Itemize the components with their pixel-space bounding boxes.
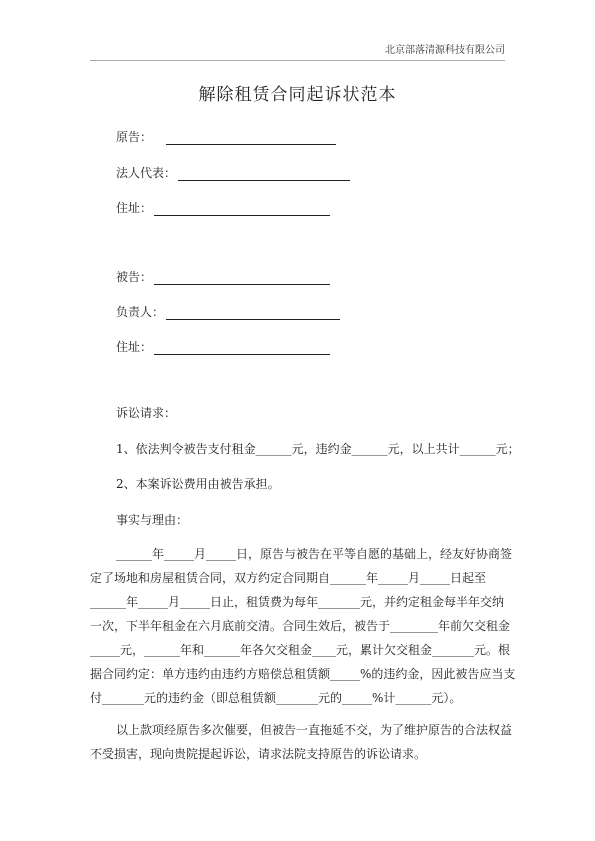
plaintiff-rep-label: 法人代表：	[116, 166, 177, 180]
facts-p1-line: 一次，下半年租金在六月底前交清。合同生效后，被告于________年前欠交租金	[90, 619, 511, 633]
facts-paragraph-2	[90, 718, 513, 766]
facts-p1-line: 据合同约定：单方违约由违约方赔偿总租赁额_____%的违约金，因此被告应当支	[90, 667, 516, 681]
facts-heading: 事实与理由：	[116, 513, 189, 527]
facts-p2-line: 以上款项经原告多次催要，但被告一直拖延不交，为了维护原告的合法权益	[116, 723, 513, 737]
defendant-rep-field	[116, 303, 340, 320]
plaintiff-address-field	[116, 199, 330, 216]
defendant-address-field	[116, 338, 330, 355]
facts-p2-line: 不受损害，现向贵院提起诉讼，请求法院支持原告的诉讼请求。	[90, 747, 427, 761]
defendant-address-blank[interactable]	[154, 341, 330, 355]
facts-paragraph-1	[90, 542, 516, 710]
facts-p1-line: _____元，______年和______年各欠交租金____元，累计欠交租金_______元。根	[90, 643, 511, 657]
plaintiff-name-field	[116, 128, 336, 145]
document-title: 解除租赁合同起诉状范本	[198, 85, 397, 105]
defendant-name-label: 被告：	[116, 270, 153, 284]
plaintiff-name-label: 原告：	[116, 130, 153, 144]
defendant-name-field	[116, 268, 330, 285]
plaintiff-name-blank[interactable]	[166, 131, 336, 145]
facts-p1-line: ______年_____月_____日，原告与被告在平等自愿的基础上，经友好协商签	[116, 547, 513, 561]
claim-item-2: 2、本案诉讼费用由被告承担。	[116, 477, 280, 491]
facts-p1-line: 定了场地和房屋租赁合同，双方约定合同期自______年_____月_____日起至	[90, 571, 487, 585]
header-divider	[90, 60, 505, 61]
claim-item-1: 1、依法判令被告支付租金______元，违约金______元，以上共计______元；	[116, 442, 520, 456]
plaintiff-rep-field	[116, 164, 350, 181]
company-name: 北京部落清源科技有限公司	[385, 45, 505, 56]
plaintiff-address-blank[interactable]	[154, 202, 330, 216]
facts-p1-line: ______年_____月_____日止，租赁费为每年_______元，并约定租金每半年交纳	[90, 595, 505, 609]
plaintiff-address-label: 住址：	[116, 201, 153, 215]
defendant-rep-blank[interactable]	[166, 306, 340, 320]
defendant-rep-label: 负责人：	[116, 305, 165, 319]
plaintiff-rep-blank[interactable]	[178, 167, 350, 181]
defendant-address-label: 住址：	[116, 340, 153, 354]
defendant-name-blank[interactable]	[154, 271, 330, 285]
claims-heading: 诉讼请求：	[116, 406, 177, 420]
facts-p1-line: 付_______元的违约金（即总租赁额_______元的_____%计______元）。	[90, 691, 462, 705]
